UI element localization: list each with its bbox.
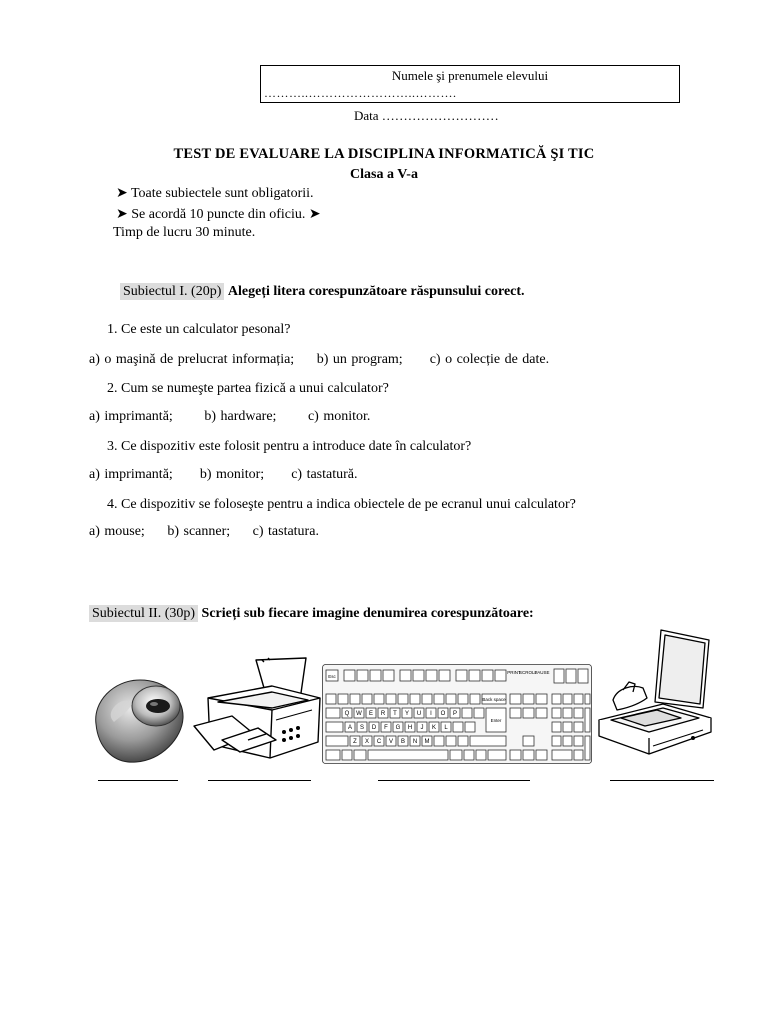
option-a[interactable]: a) o maşină de prelucrat informația; [89,352,295,367]
key-label: Q [344,711,350,717]
subject1-heading [120,284,525,300]
key-label: C [376,739,382,745]
subject1-instruction: Alegeți litera corespunzătoare răspunsului corect. [227,284,525,299]
student-name-field[interactable]: ………..……………………..………. [264,86,457,100]
option-b[interactable]: b) monitor; [199,467,265,482]
key-label: V [388,739,394,745]
question-3: 3. Ce dispozitiv este folosit pentru a introduce date în calculator? [107,439,472,454]
option-b[interactable]: b) hardware; [204,409,277,424]
answer-blank-scanner[interactable] [610,780,714,781]
option-b[interactable]: b) scanner; [167,524,231,539]
option-a[interactable]: a) imprimantă; [89,409,173,424]
key-enter-label: Enter [490,718,502,723]
key-label: B [400,739,406,745]
arrow-bullet-icon: ➤ [116,186,128,201]
question-3-options [89,467,358,483]
key-label: M [424,739,430,745]
key-scroll-label: SCROLL [518,670,538,675]
option-a[interactable]: a) imprimantă; [89,467,173,482]
key-print-label: PRINT [507,670,521,675]
key-label: P [452,711,458,717]
keyboard-icon [322,664,592,764]
key-label: G [395,725,401,731]
subject2-heading [89,606,534,622]
question-2: 2. Cum se numeşte partea fizică a unui calculator? [107,381,389,396]
key-label: W [356,711,362,717]
key-esc-label: Esc [328,674,336,679]
key-label: Y [404,711,410,717]
question-1-options [89,352,749,368]
question-4: 4. Ce dispozitiv se foloseşte pentru a indica obiectele de pe ecranul unui calculator? [107,497,576,512]
key-pause-label: PAUSE [534,670,550,675]
key-label: A [347,725,353,731]
student-name-label: Numele şi prenumele elevului [391,68,549,83]
rule-item: Timp de lucru 30 minute. [113,225,256,240]
key-label: D [371,725,377,731]
subject2-label: Subiectul II. (30p) [89,605,198,622]
option-c[interactable]: c) tastatura. [252,524,319,539]
key-label: F [384,725,388,731]
key-label: K [431,725,437,731]
printer-icon [188,654,328,766]
key-label: T [393,711,397,717]
key-label: X [364,739,370,745]
student-name-box [260,65,680,103]
option-b[interactable]: b) un program; [316,352,403,367]
key-label: Z [353,739,357,745]
key-label: I [430,711,432,717]
question-2-options [89,409,370,425]
key-label: O [440,711,446,717]
rule-item: ➤ Toate subiectele sunt obligatorii. [116,186,314,201]
subject1-label: Subiectul I. (20p) [120,283,224,300]
question-4-options [89,524,319,540]
test-subtitle: Clasa a V-a [350,167,418,182]
option-a[interactable]: a) mouse; [89,524,145,539]
scanner-icon [593,626,715,760]
answer-blank-mouse[interactable] [98,780,178,781]
key-label: S [359,725,365,731]
test-title: TEST DE EVALUARE LA DISCIPLINA INFORMATICĂ ŞI TIC [173,146,595,162]
answer-blank-keyboard[interactable] [378,780,530,781]
option-c[interactable]: c) o colecție de date. [429,352,550,367]
answer-blank-printer[interactable] [208,780,311,781]
arrow-bullet-icon: ➤ [308,207,321,222]
key-label: R [380,711,386,717]
key-backspace-label: Back space [482,697,506,702]
key-label: L [444,725,448,731]
key-label: H [407,725,413,731]
date-field[interactable]: Data ……………………… [354,108,499,123]
key-label: J [420,725,424,731]
mouse-icon [88,672,188,767]
key-label: U [416,711,422,717]
option-c[interactable]: c) tastatură. [291,467,358,482]
subject2-instruction: Scrieți sub fiecare imagine denumirea corespunzătoare: [201,606,534,621]
key-label: N [412,739,418,745]
arrow-bullet-icon: ➤ [116,207,128,222]
question-1: 1. Ce este un calculator pesonal? [107,322,291,337]
key-label: E [368,711,374,717]
rule-item: ➤ Se acordă 10 puncte din oficiu. ➤ [116,207,321,222]
option-c[interactable]: c) monitor. [307,409,371,424]
